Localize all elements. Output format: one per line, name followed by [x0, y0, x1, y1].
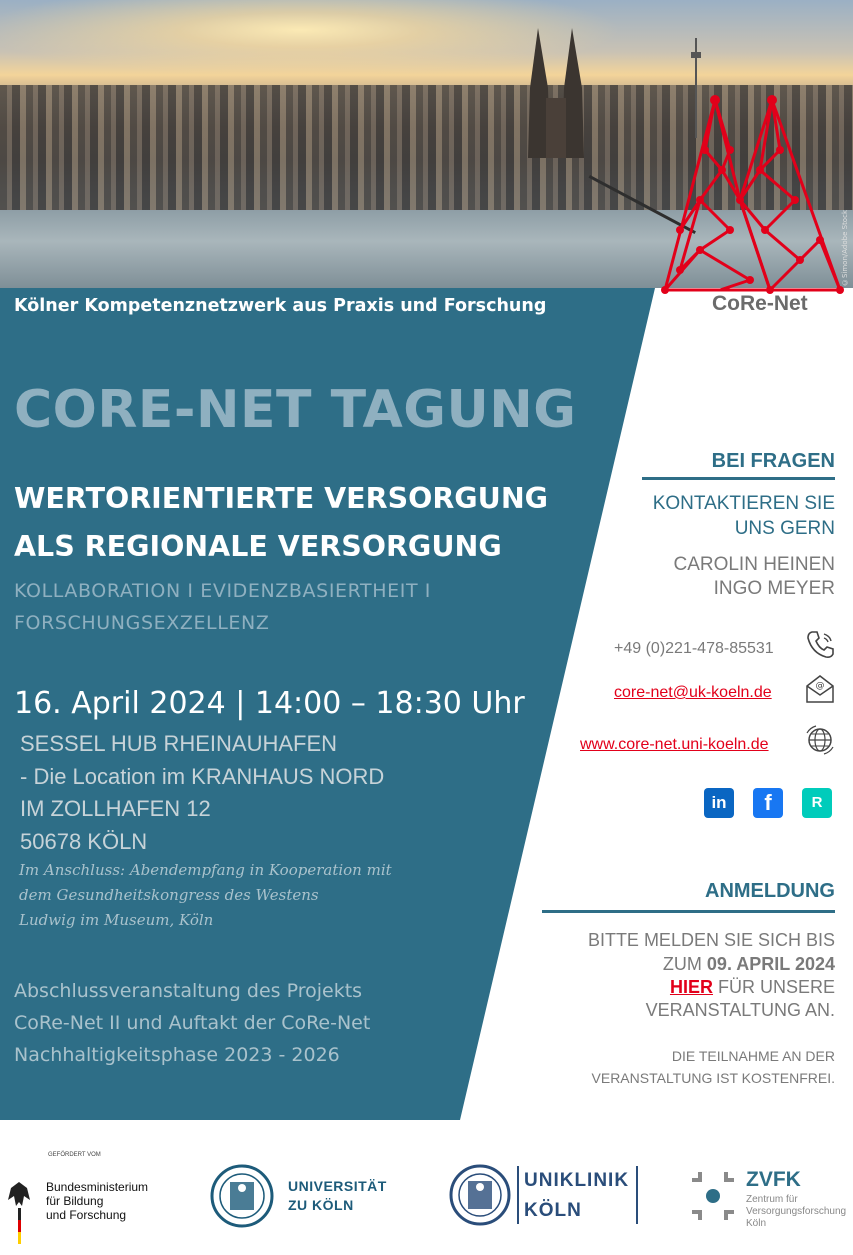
footer-logos: [0, 1120, 853, 1255]
registration-heading: ANMELDUNG: [705, 880, 835, 902]
bmbf-line-2: für Bildung: [46, 1194, 104, 1208]
contact-website-link[interactable]: www.core-net.uni-koeln.de: [580, 736, 769, 753]
phone-icon: [804, 628, 836, 660]
registration-line-1: BITTE MELDEN SIE SICH BIS: [587, 930, 835, 950]
zvfk-line-2: Versorgungsforschung: [746, 1206, 847, 1217]
registration-here-link[interactable]: HIER: [669, 977, 713, 997]
contact-heading: BEI FRAGEN: [711, 450, 835, 472]
uni-koeln-line-1: UNIVERSITÄT: [288, 1178, 387, 1194]
network-subtitle: Kölner Kompetenznetzwerk aus Praxis und Forschung: [14, 296, 547, 316]
uni-koeln-seal-icon: [210, 1164, 274, 1228]
registration-line-2: [663, 954, 835, 975]
closing-line-3: Nachhaltigkeitsphase 2023 - 2026: [14, 1044, 340, 1066]
uniklinik-divider-left: [517, 1166, 519, 1224]
contact-sub-line-1: KONTAKTIEREN SIE: [652, 493, 835, 514]
globe-icon: [804, 724, 836, 756]
location-line-2: - Die Location im KRANHAUS NORD: [20, 764, 385, 789]
svg-text:@: @: [815, 681, 825, 691]
registration-line-4: VERANSTALTUNG AN.: [645, 1000, 835, 1020]
registration-note-line-2: VERANSTALTUNG IST KOSTENFREI.: [591, 1070, 835, 1086]
uniklinik-line-2: KÖLN: [524, 1200, 582, 1221]
bmbf-funded-label: GEFÖRDERT VOM: [48, 1152, 101, 1158]
registration-note-line-1: DIE TEILNAHME AN DER: [671, 1048, 835, 1064]
contact-phone[interactable]: +49 (0)221-478-85531: [614, 640, 774, 657]
zvfk-line-3: Köln: [746, 1218, 767, 1229]
zvfk-acronym: ZVFK: [746, 1168, 801, 1191]
registration-line-3-rest: FÜR UNSERE: [712, 977, 835, 997]
zvfk-line-1: Zentrum für: [746, 1194, 798, 1205]
uni-koeln-line-2: ZU KÖLN: [288, 1197, 354, 1213]
core-net-logo: [660, 90, 845, 320]
evening-note-line-2: dem Gesundheitskongress des Westens: [19, 886, 319, 904]
registration-divider: [542, 910, 835, 913]
uniklinik-divider-right: [636, 1166, 638, 1224]
event-title: CORE-NET TAGUNG: [14, 380, 577, 440]
tagline-line-2: FORSCHUNGSEXZELLENZ: [14, 612, 270, 634]
facebook-icon[interactable]: f: [753, 788, 783, 818]
event-date-time: 16. April 2024 | 14:00 – 18:30 Uhr: [14, 686, 525, 721]
photo-credit: ©Simon/Adobe Stock: [841, 210, 849, 287]
federal-eagle-icon: [6, 1178, 32, 1248]
core-net-logo-text: CoRe-Net: [712, 292, 808, 315]
contact-person-1: CAROLIN HEINEN: [673, 554, 835, 575]
headline-line-2: ALS REGIONALE VERSORGUNG: [14, 530, 502, 563]
linkedin-icon[interactable]: in: [704, 788, 734, 818]
uniklinik-line-1: UNIKLINIK: [524, 1170, 630, 1191]
cathedral-silhouette: [520, 28, 595, 158]
contact-person-2: INGO MEYER: [713, 578, 835, 599]
bmbf-line-1: Bundesministerium: [46, 1180, 149, 1194]
registration-line-3: [670, 977, 835, 998]
tagline-line-1: KOLLABORATION I EVIDENZBASIERTHEIT I: [14, 580, 431, 602]
contact-sub-line-2: UNS GERN: [734, 518, 835, 539]
location-line-1: SESSEL HUB RHEINAUHAFEN: [20, 731, 338, 756]
researchgate-icon[interactable]: R: [802, 788, 832, 818]
location-line-4: 50678 KÖLN: [20, 829, 148, 854]
contact-email-link[interactable]: core-net@uk-koeln.de: [614, 684, 772, 701]
evening-note-line-1: Im Anschluss: Abendempfang in Kooperation mit: [19, 861, 392, 879]
closing-line-2: CoRe-Net II und Auftakt der CoRe-Net: [14, 1012, 371, 1034]
registration-deadline: 09. APRIL 2024: [706, 954, 835, 974]
contact-divider: [642, 477, 835, 480]
zvfk-logo-icon: [688, 1170, 738, 1222]
email-icon: [804, 673, 836, 705]
uniklinik-seal-icon: [449, 1164, 511, 1226]
registration-line-2-prefix: ZUM: [662, 954, 707, 974]
closing-line-1: Abschlussveranstaltung des Projekts: [14, 980, 363, 1002]
evening-note-line-3: Ludwig im Museum, Köln: [19, 911, 214, 929]
bmbf-line-3: und Forschung: [46, 1208, 127, 1222]
location-line-3: IM ZOLLHAFEN 12: [20, 796, 211, 821]
headline-line-1: WERTORIENTIERTE VERSORGUNG: [14, 482, 549, 515]
